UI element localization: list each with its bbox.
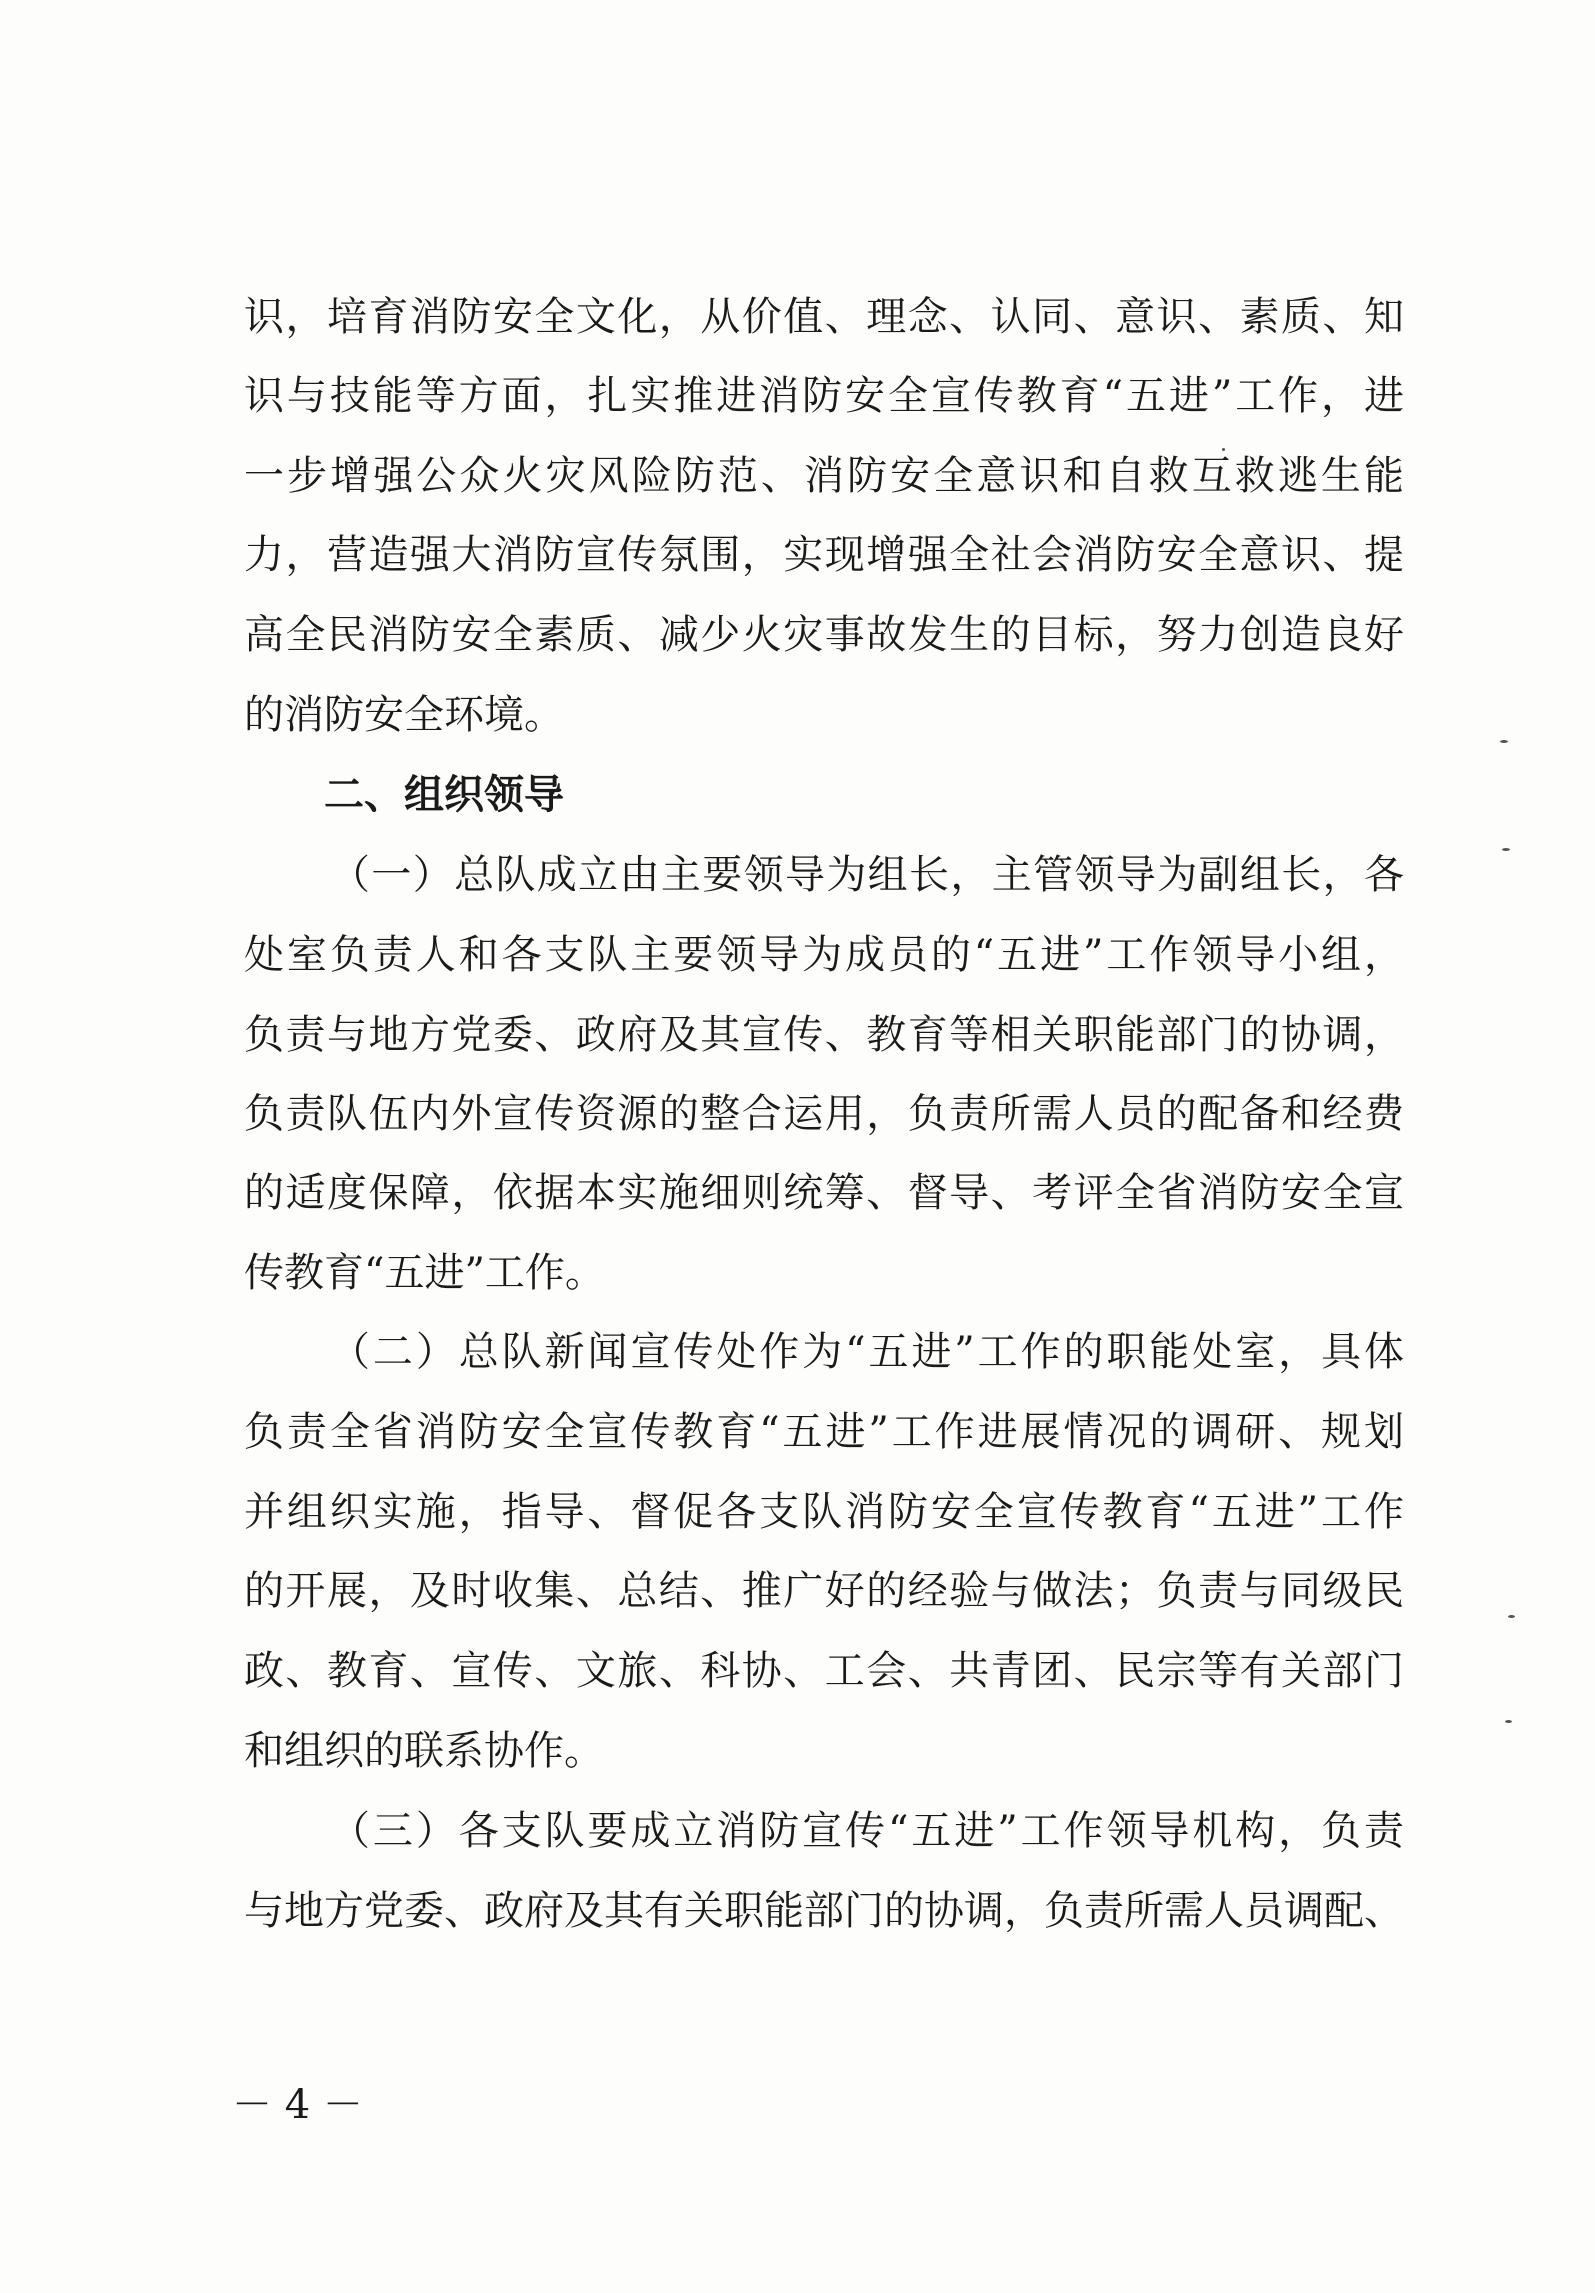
scan-speck [1222, 448, 1225, 451]
paragraph-line: 负责队伍内外宣传资源的整合运用，负责所需人员的配备和经费 [244, 1091, 1404, 1137]
paragraph-line: 的消防安全环境。 [244, 692, 564, 738]
paragraph-line: 力，营造强大消防宣传氛围，实现增强全社会消防安全意识、提 [244, 532, 1404, 578]
page-number: － 4 － [232, 2082, 363, 2128]
paragraph-line: 与地方党委、政府及其有关职能部门的协调，负责所需人员调配、 [244, 1888, 1404, 1934]
paragraph-line: 负责全省消防安全宣传教育“五进”工作进展情况的调研、规划 [244, 1409, 1404, 1455]
paragraph-line: 政、教育、宣传、文旅、科协、工会、共青团、民宗等有关部门 [244, 1648, 1404, 1694]
scan-speck [1508, 1615, 1515, 1618]
scan-speck [1502, 848, 1510, 851]
paragraph-line: 的适度保障，依据本实施细则统筹、督导、考评全省消防安全宣 [244, 1170, 1404, 1216]
scan-speck [1505, 1720, 1512, 1723]
paragraph-line: 并组织实施，指导、督促各支队消防安全宣传教育“五进”工作 [244, 1489, 1404, 1535]
scan-speck [1500, 740, 1508, 743]
paragraph-line: 高全民消防安全素质、减少火灾事故发生的目标，努力创造良好 [244, 612, 1404, 658]
paragraph-line: 一步增强公众火灾风险防范、消防安全意识和自救互救逃生能 [244, 453, 1404, 499]
paragraph-line: 处室负责人和各支队主要领导为成员的“五进”工作领导小组， [244, 932, 1404, 978]
paragraph-line: 负责与地方党委、政府及其宣传、教育等相关职能部门的协调， [244, 1012, 1404, 1058]
paragraph-line: 识与技能等方面，扎实推进消防安全宣传教育“五进”工作，进 [244, 373, 1404, 419]
paragraph-line: （一）总队成立由主要领导为组长，主管领导为副组长，各 [330, 852, 1404, 898]
paragraph-line: （三）各支队要成立消防宣传“五进”工作领导机构，负责 [330, 1808, 1404, 1854]
paragraph-line: （二）总队新闻宣传处作为“五进”工作的职能处室，具体 [330, 1329, 1404, 1375]
paragraph-line: 和组织的联系协作。 [244, 1728, 604, 1774]
paragraph-line: 传教育“五进”工作。 [244, 1250, 605, 1296]
paragraph-line: 的开展，及时收集、总结、推广好的经验与做法；负责与同级民 [244, 1568, 1404, 1614]
section-heading: 二、组织领导 [324, 772, 564, 818]
paragraph-line: 识，培育消防安全文化，从价值、理念、认同、意识、素质、知 [244, 294, 1404, 340]
